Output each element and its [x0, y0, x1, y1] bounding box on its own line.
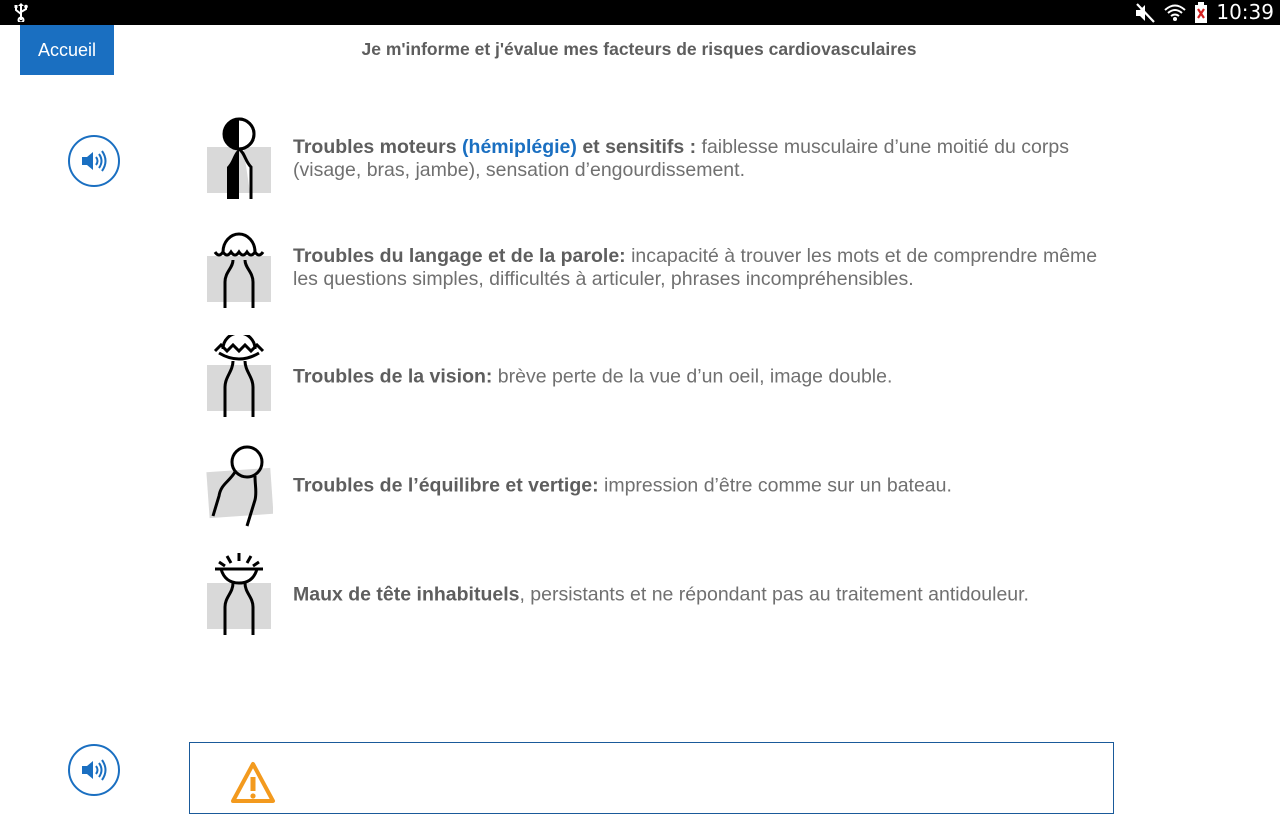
symptom-description: incapacité à trouver les mots et de comprendre même les questions simples, difficultés à articuler, phrases incompréhensibles.: [293, 245, 1098, 290]
symptom-title: Troubles moteurs: [293, 136, 463, 158]
symptom-description: impression d’être comme sur un bateau.: [598, 474, 952, 497]
symptom-item-headache: [205, 553, 1105, 637]
symptom-text: [293, 584, 1113, 607]
headache-figure-icon: [205, 553, 273, 637]
mute-icon: [1134, 3, 1156, 23]
symptom-item-speech: [205, 226, 1105, 310]
page-title: Je m'informe et j'évalue mes facteurs de risques cardiovasculaires: [361, 39, 917, 59]
battery-icon: [1194, 2, 1208, 24]
clock: 10:39: [1216, 0, 1274, 24]
symptom-description: faiblesse musculaire d’une moitié du corps (visage, bras, jambe), sensation d’engourdissement.: [293, 136, 1069, 181]
speech-figure-icon: [205, 226, 273, 310]
symptom-title: Troubles du langage et de la parole:: [293, 245, 626, 267]
warning-icon: [230, 761, 276, 803]
wifi-icon: [1164, 3, 1186, 23]
symptom-title: Troubles de l’équilibre et vertige:: [293, 474, 599, 497]
symptom-item-balance: [205, 444, 1105, 528]
symptom-description: , persistants et ne répondant pas au traitement antidouleur.: [519, 583, 1029, 606]
symptom-title: Maux de tête inhabituels: [293, 583, 520, 606]
balance-figure-icon: [205, 444, 273, 528]
symptom-item-motor: [205, 117, 1105, 201]
audio-play-button-alert[interactable]: [68, 744, 120, 796]
symptom-description: brève perte de la vue d’un oeil, image double.: [492, 365, 893, 388]
status-bar: [0, 0, 1280, 25]
speaker-icon: [80, 758, 108, 782]
symptom-text: [293, 136, 1113, 182]
symptom-text: [293, 245, 1113, 291]
symptom-text: [293, 366, 1113, 389]
symptom-title-end: et sensitifs :: [576, 136, 697, 158]
speaker-icon: [80, 149, 108, 173]
vision-figure-icon: [205, 335, 273, 419]
symptom-title: Troubles de la vision:: [293, 365, 493, 388]
audio-play-button[interactable]: [68, 135, 120, 187]
symptom-item-vision: [205, 335, 1105, 419]
alert-box: [189, 742, 1114, 814]
usb-icon: [12, 3, 30, 22]
home-button[interactable]: Accueil: [20, 25, 114, 75]
symptom-text: [293, 475, 1113, 498]
hemiplegia-term: (hémiplégie): [462, 136, 577, 158]
hemiplegia-figure-icon: [205, 117, 273, 201]
